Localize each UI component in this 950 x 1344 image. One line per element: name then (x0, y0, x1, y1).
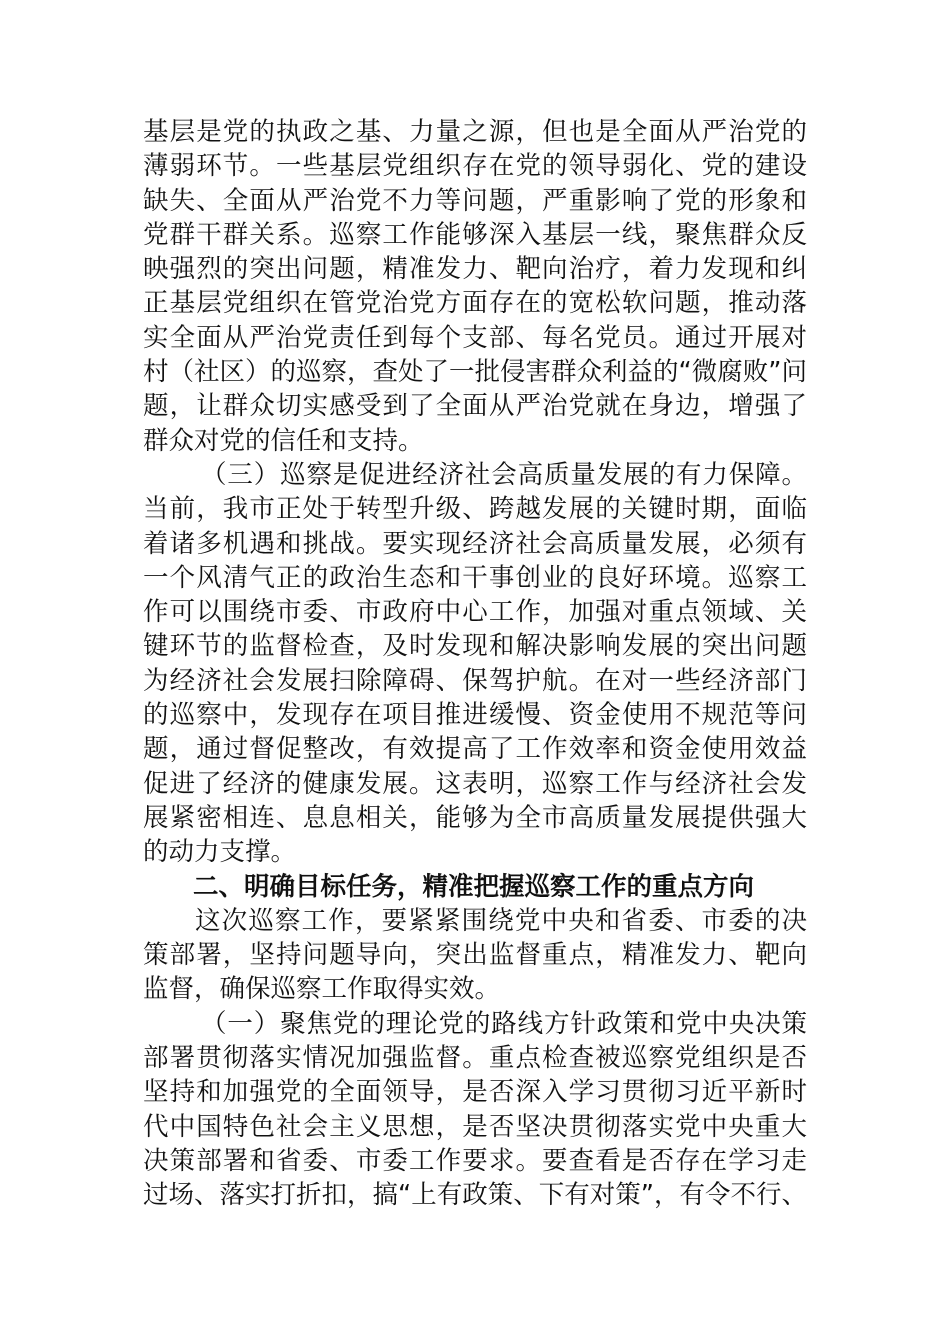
text-line: 代中国特色社会主义思想，是否坚决贯彻落实党中央重大 (143, 1111, 807, 1142)
text-line: 展紧密相连、息息相关，能够为全市高质量发展提供强大 (143, 802, 807, 833)
text-line: 题，通过督促整改，有效提高了工作效率和资金使用效益 (143, 734, 807, 765)
text-line: 决策部署和省委、市委工作要求。要查看是否存在学习走 (143, 1145, 807, 1176)
section-heading: （三）巡察是促进经济社会高质量发展的有力保障。 (201, 459, 807, 490)
text-line: 薄弱环节。一些基层党组织存在党的领导弱化、党的建设 (143, 151, 807, 182)
text-line: 实全面从严治党责任到每个支部、每名党员。通过开展对 (143, 322, 807, 353)
text-line: 着诸多机遇和挑战。要实现经济社会高质量发展，必须有 (143, 528, 807, 559)
text-line: 策部署，坚持问题导向，突出监督重点，精准发力、靶向 (143, 940, 807, 971)
text-line: 的动力支撑。 (143, 837, 297, 868)
text-line: 促进了经济的健康发展。这表明，巡察工作与经济社会发 (143, 768, 807, 799)
text-line: 党群干群关系。巡察工作能够深入基层一线，聚焦群众反 (143, 219, 807, 250)
text-line: 坚持和加强党的全面领导，是否深入学习贯彻习近平新时 (143, 1077, 807, 1108)
text-line: 为经济社会发展扫除障碍、保驾护航。在对一些经济部门 (143, 665, 807, 696)
text-line: 群众对党的信任和支持。 (143, 425, 424, 456)
text-line: 当前，我市正处于转型升级、跨越发展的关键时期，面临 (143, 494, 807, 525)
text-line: 过场、落实打折扣，搞“上有政策、下有对策”，有令不行、 (143, 1180, 807, 1211)
text-line: 村（社区）的巡察，查处了一批侵害群众利益的“微腐败”问 (143, 357, 807, 388)
text-line: 部署贯彻落实情况加强监督。重点检查被巡察党组织是否 (143, 1043, 807, 1074)
text-line: 题，让群众切实感受到了全面从严治党就在身边，增强了 (143, 391, 807, 422)
text-line: 这次巡察工作，要紧紧围绕党中央和省委、市委的决 (195, 905, 807, 936)
text-line: 缺失、全面从严治党不力等问题，严重影响了党的形象和 (143, 185, 807, 216)
text-line: 一个风清气正的政治生态和干事创业的良好环境。巡察工 (143, 562, 807, 593)
text-line: 的巡察中，发现存在项目推进缓慢、资金使用不规范等问 (143, 700, 807, 731)
text-line: 映强烈的突出问题，精准发力、靶向治疗，着力发现和纠 (143, 254, 807, 285)
text-line: 基层是党的执政之基、力量之源，但也是全面从严治党的 (143, 117, 807, 147)
section-heading: （一）聚焦党的理论党的路线方针政策和党中央决策 (201, 1008, 807, 1039)
document-body (143, 115, 807, 1213)
chapter-heading: 二、明确目标任务，精准把握巡察工作的重点方向 (193, 871, 755, 902)
text-line: 作可以围绕市委、市政府中心工作，加强对重点领域、关 (143, 597, 807, 628)
text-line: 监督，确保巡察工作取得实效。 (143, 974, 501, 1005)
text-line: 正基层党组织在管党治党方面存在的宽松软问题，推动落 (143, 288, 807, 319)
text-line: 键环节的监督检查，及时发现和解决影响发展的突出问题 (143, 631, 807, 662)
